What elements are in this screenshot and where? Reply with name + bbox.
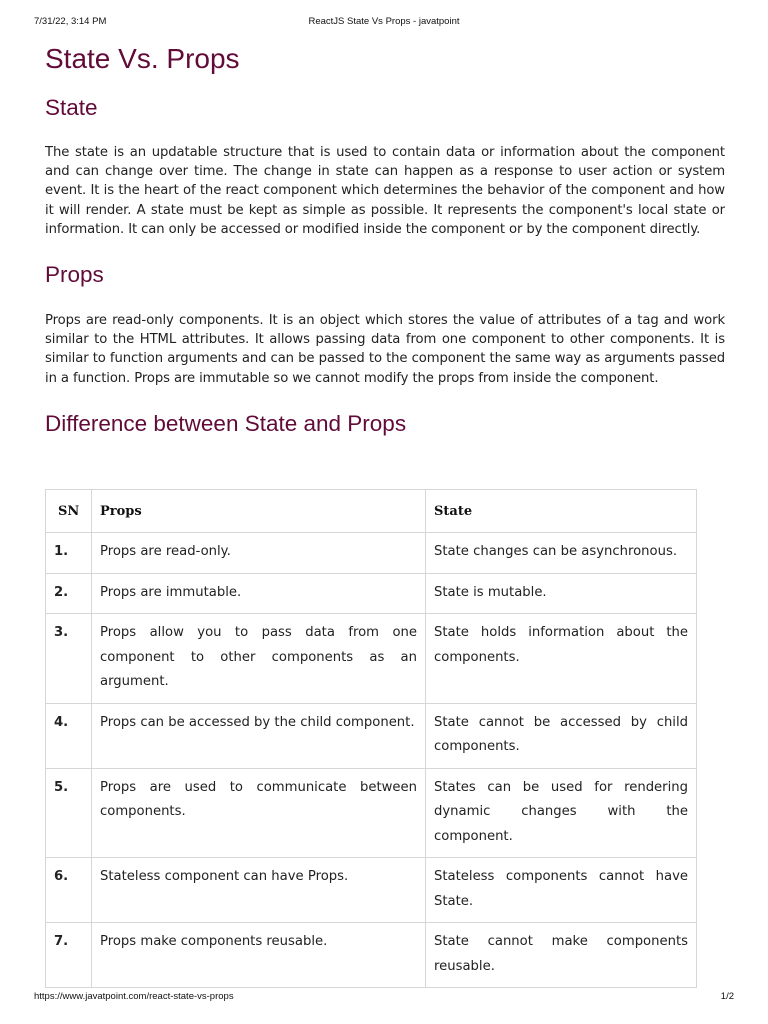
row-state: State changes can be asynchronous. — [426, 533, 697, 574]
comparison-table — [45, 489, 697, 988]
page-url: https://www.javatpoint.com/react-state-vs-props — [34, 991, 234, 1002]
table-header-row — [46, 490, 697, 533]
print-page-title: ReactJS State Vs Props - javatpoint — [308, 16, 460, 27]
row-sn: 3. — [46, 614, 92, 704]
row-state: State is mutable. — [426, 573, 697, 614]
row-sn: 4. — [46, 703, 92, 768]
row-sn: 6. — [46, 858, 92, 923]
row-props: Stateless component can have Props. — [92, 858, 426, 923]
row-state: Stateless components cannot have State. — [426, 858, 697, 923]
row-props: Props are used to communicate between components. — [92, 768, 426, 858]
print-date: 7/31/22, 3:14 PM — [34, 16, 107, 27]
table-row — [46, 573, 697, 614]
state-paragraph: The state is an updatable structure that is used to contain data or information about the component and can change over time. The change in state can happen as a response to user action or system event. It is the heart of the react component which determines the behavior of the component and how it will render. A state must be kept as simple as possible. It represents the component's local state or information. It can only be accessed or modified inside the component or by the component directly. — [45, 145, 725, 237]
print-header — [34, 16, 734, 30]
table-row — [46, 703, 697, 768]
row-state: State cannot be accessed by child components. — [426, 703, 697, 768]
page-number: 1/2 — [720, 991, 734, 1002]
header-props: Props — [92, 490, 426, 533]
row-sn: 2. — [46, 573, 92, 614]
print-footer — [34, 991, 734, 1005]
props-paragraph: Props are read-only components. It is an object which stores the value of attributes of a tag and work similar to the HTML attributes. It allows passing data from one component to other components. It is similar to function arguments and can be passed to the component the same way as arguments passed in a function. Props are immutable so we cannot modify the props from inside the component. — [45, 313, 725, 386]
row-sn: 1. — [46, 533, 92, 574]
row-state: State holds information about the components. — [426, 614, 697, 704]
row-props: Props allow you to pass data from one component to other components as an argument. — [92, 614, 426, 704]
row-props: Props are immutable. — [92, 573, 426, 614]
row-state: State cannot make components reusable. — [426, 923, 697, 988]
row-props: Props are read-only. — [92, 533, 426, 574]
difference-heading: Difference between State and Props — [45, 410, 407, 436]
page-title: State Vs. Props — [45, 43, 240, 74]
table-row — [46, 533, 697, 574]
header-sn: SN — [46, 490, 92, 533]
state-heading: State — [45, 95, 98, 120]
row-state: States can be used for rendering dynamic changes with the component. — [426, 768, 697, 858]
article — [45, 42, 725, 438]
table-row — [46, 768, 697, 858]
header-state: State — [426, 490, 697, 533]
table-row — [46, 923, 697, 988]
row-sn: 5. — [46, 768, 92, 858]
row-props: Props can be accessed by the child component. — [92, 703, 426, 768]
row-props: Props make components reusable. — [92, 923, 426, 988]
table-row — [46, 858, 697, 923]
table-row — [46, 614, 697, 704]
row-sn: 7. — [46, 923, 92, 988]
props-heading: Props — [45, 262, 104, 288]
